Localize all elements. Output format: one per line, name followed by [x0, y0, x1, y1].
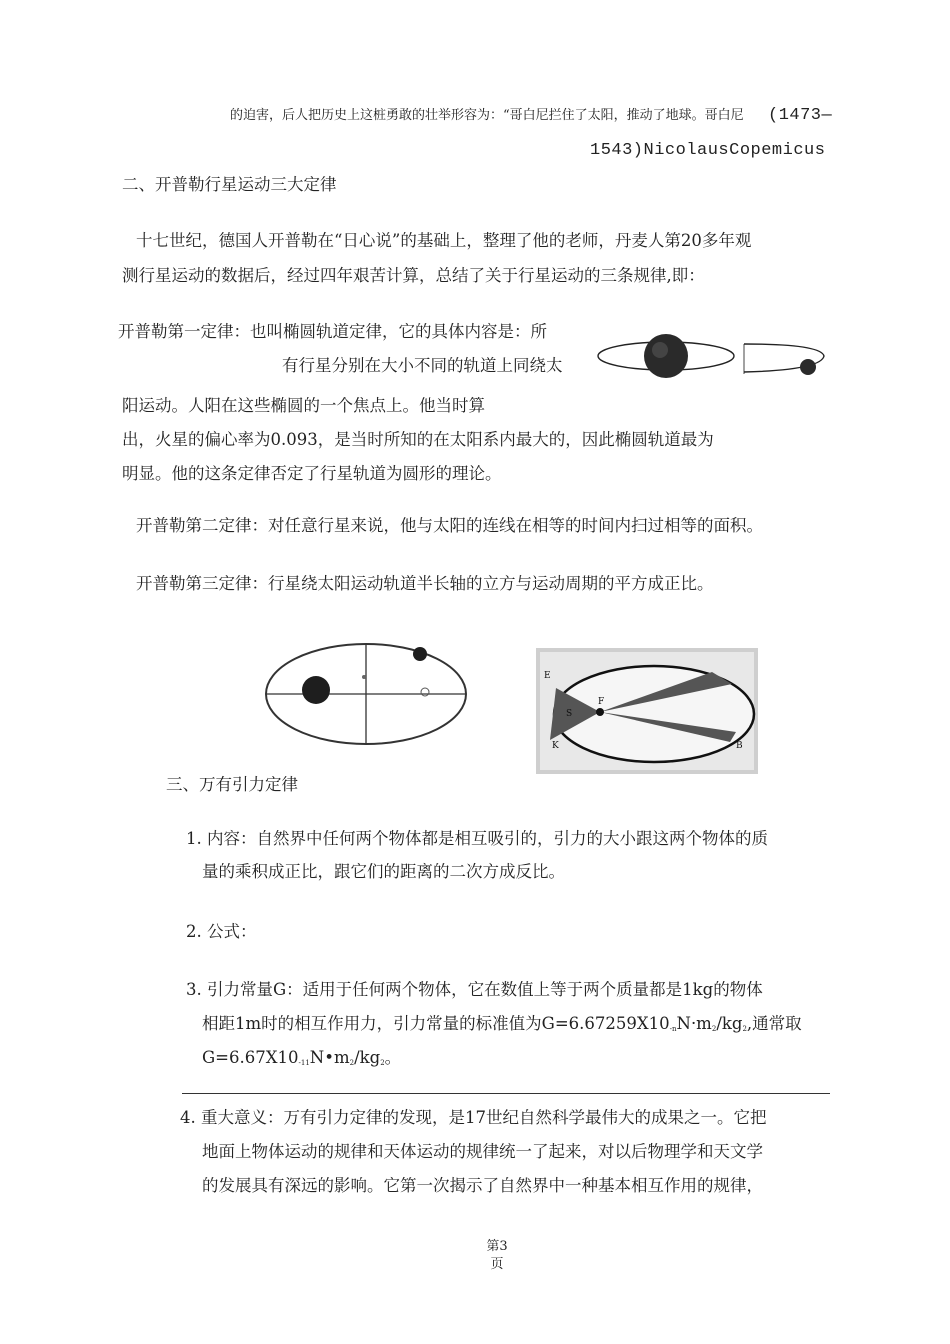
section2-intro-line1: 十七世纪，德国人开普勒在“日心说”的基础上，整理了他的老师，丹麦人第20多年观: [136, 231, 752, 250]
planet-icon: [413, 647, 427, 661]
ellipse-orbit-figure: [262, 636, 474, 750]
law1-line4: 出，火星的偏心率为0.093，是当时所知的在太阳系内最大的，因此椭圆轨道最为: [122, 430, 714, 449]
page-number-line1: 第3: [486, 1239, 508, 1254]
label-f: F: [598, 697, 605, 707]
law1-line1: 开普勒第一定律：也叫椭圆轨道定律，它的具体内容是：所: [118, 322, 547, 341]
label-s: S: [566, 709, 573, 719]
section2-intro-line2: 测行星运动的数据后，经过四年艰苦计算，总结了关于行星运动的三条规律,即：: [122, 266, 705, 285]
item1-line1: 1. 内容：自然界中任何两个物体都是相互吸引的，引力的大小跟这两个物体的质: [186, 829, 768, 848]
label-b: B: [736, 741, 743, 751]
top-line-name: 1543)NicolausCopemicus: [590, 141, 826, 160]
equal-areas-figure: [536, 648, 758, 774]
section3-heading: 三、万有引力定律: [166, 775, 298, 794]
law1-line3: 阳运动。人阳在这些椭圆的一个焦点上。他当时算: [122, 396, 485, 415]
orbit-left: [598, 334, 734, 378]
item3-line2: 相距1m时的相互作用力，引力常量的标准值为$G=6.67259X10_{-n}N\cdot m_2/kg_2$,通常取: [202, 1014, 802, 1033]
law2-line: 开普勒第二定律：对任意行星来说，他与太阳的连线在相等的时间内扫过相等的面积。: [136, 516, 763, 535]
item4-line3: 的发展具有深远的影响。它第一次揭示了自然界中一种基本相互作用的规律，: [202, 1176, 763, 1195]
orbit-figure-top: [596, 330, 836, 380]
item3-line1: 3. 引力常量G：适用于任何两个物体，它在数值上等于两个质量都是1kg的物体: [186, 980, 763, 999]
planet-icon: [800, 359, 816, 375]
law1-line5: 明显。他的这条定律否定了行星轨道为圆形的理论。: [122, 464, 502, 483]
law1-line2: 有行星分别在大小不同的轨道上同绕太: [282, 356, 563, 375]
page-number-line2: 页: [490, 1257, 504, 1272]
sun-icon: [302, 676, 330, 704]
item4-line2: 地面上物体运动的规律和天体运动的规律统一了起来，对以后物理学和天文学: [202, 1142, 763, 1161]
focus-sun-icon: [596, 708, 604, 716]
horizontal-divider: [182, 1093, 830, 1094]
label-k: K: [552, 741, 559, 751]
page-footer: [477, 1238, 517, 1274]
item4-line1: 4. 重大意义：万有引力定律的发现，是17世纪自然科学最伟大的成果之一。它把: [180, 1108, 767, 1127]
item1-line2: 量的乘积成正比，跟它们的距离的二次方成反比。: [202, 862, 565, 881]
law3-line: 开普勒第三定律：行星绕太阳运动轨道半长轴的立方与运动周期的平方成正比。: [136, 574, 714, 593]
label-e: E: [544, 671, 551, 681]
sun-icon: [644, 334, 688, 378]
item2-line: 2. 公式：: [186, 922, 257, 941]
top-line-text: 的迫害，后人把历史上这桩勇敢的壮举形容为：“哥白尼拦住了太阳，推动了地球。哥白尼: [230, 108, 744, 123]
top-line-years: (1473—: [768, 106, 833, 125]
section2-heading: 二、开普勒行星运动三大定律: [122, 175, 337, 194]
item3-line3: $G=6.67X10_{-11}N•m_2/kg_2$。: [202, 1048, 402, 1067]
